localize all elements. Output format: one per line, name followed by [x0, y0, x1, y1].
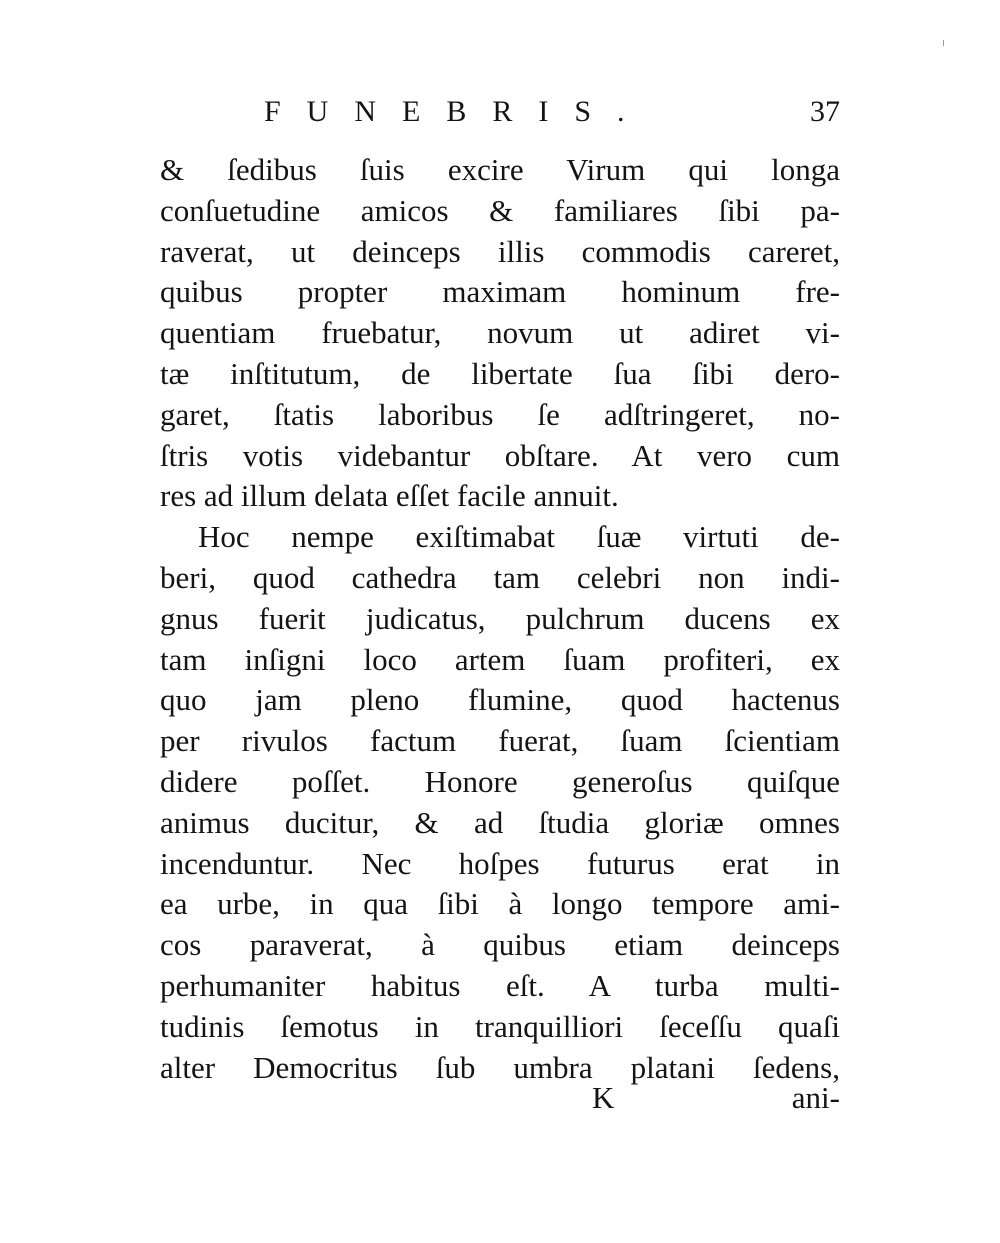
paragraph-first-line: Hoc nempe exiſtimabat ſuæ virtuti de-	[198, 519, 840, 555]
text-line: & ſedibus ſuis excire Virum qui longa	[160, 152, 840, 187]
text-line: tudinis ſemotus in tranquilliori ſeceſſu quaſi	[160, 1008, 840, 1044]
page-number: 37	[810, 95, 840, 128]
text-line: res ad illum delata eſſet facile annuit.	[160, 478, 619, 514]
text-line: ea urbe, in qua ſibi à longo tempore ami-	[160, 886, 840, 922]
text-line: beri, quod cathedra tam celebri non indi-	[160, 559, 840, 595]
text-line: raverat, ut deinceps illis commodis careret,	[160, 233, 840, 269]
signature-mark: K	[592, 1080, 615, 1115]
text-line: animus ducitur, & ad ſtudia gloriæ omnes	[160, 804, 840, 840]
running-head	[160, 92, 840, 132]
text-line: conſuetudine amicos & familiares ſibi pa-	[160, 192, 840, 228]
text-line: ſtris votis videbantur obſtare. At vero cum	[160, 437, 840, 473]
catchword: ani-	[791, 1080, 840, 1115]
body-text	[160, 150, 840, 1088]
text-line: quo jam pleno flumine, quod hactenus	[160, 682, 840, 718]
text-line: cos paraverat, à quibus etiam deinceps	[160, 927, 840, 963]
page-edge-mark	[943, 40, 944, 46]
text-line: quentiam fruebatur, novum ut adiret vi-	[160, 315, 840, 351]
running-title: FUNEBRIS.	[264, 95, 651, 128]
text-line: alter Democritus ſub umbra platani ſedens,	[160, 1049, 840, 1085]
text-line: gnus fuerit judicatus, pulchrum ducens ex	[160, 600, 840, 636]
text-line: tæ inſtitutum, de libertate ſua ſibi dero-	[160, 355, 840, 391]
text-line: quibus propter maximam hominum fre-	[160, 274, 840, 310]
text-line: incenduntur. Nec hoſpes futurus erat in	[160, 845, 840, 881]
text-line: tam inſigni loco artem ſuam profiteri, ex	[160, 641, 840, 677]
text-line: per rivulos factum fuerat, ſuam ſcientiam	[160, 723, 840, 759]
footer-catchline	[160, 1078, 840, 1120]
text-line: garet, ſtatis laboribus ſe adſtringeret, no-	[160, 396, 840, 432]
text-line: perhumaniter habitus eſt. A turba multi-	[160, 967, 840, 1003]
text-line: didere poſſet. Honore generoſus quiſque	[160, 763, 840, 799]
